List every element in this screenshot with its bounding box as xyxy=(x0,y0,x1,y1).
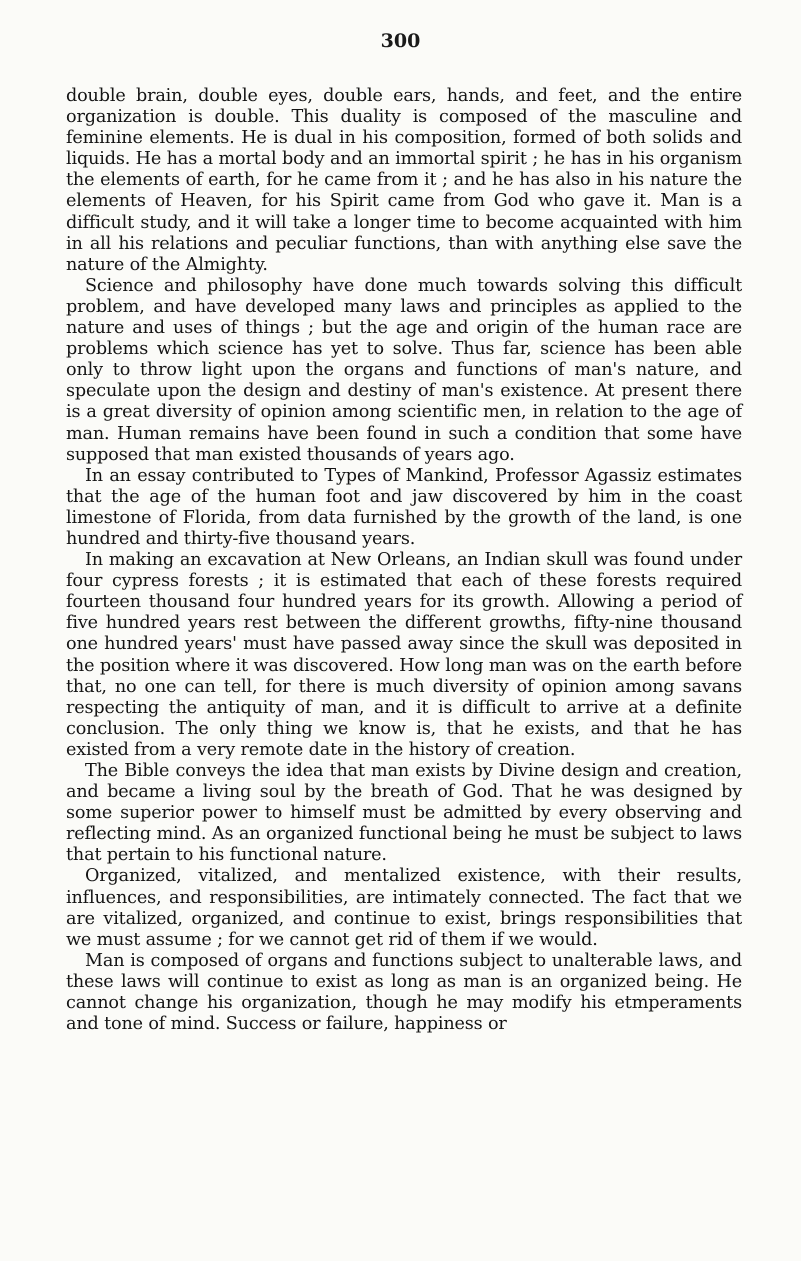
paragraph-1: double brain, double eyes, double ears, hands, and feet, and the entire organization is double. This duality is composed of the masculine and feminine elements. He is dual in his composition, formed of both solids and liquids. He has a mortal body and an immortal spirit ; he has in his organism the elements of earth, for he came from it ; and he has also in his nature the elements of Heaven, for his Spirit came from God who gave it. Man is a difficult study, and it will take a longer time to become acquainted with him in all his relations and peculiar functions, than with anything else save the nature of the Almighty. xyxy=(66,86,742,275)
paragraph-2: Science and philosophy have done much towards solving this difficult problem, and have developed many laws and principles as applied to the nature and uses of things ; but the age and origin of the human race are problems which science has yet to solve. Thus far, science has been able only to throw light upon the organs and functions of man's nature, and speculate upon the design and destiny of man's existence. At present there is a great diversity of opinion among scientific men, in relation to the age of man. Human remains have been found in such a condition that some have supposed that man existed thousands of years ago. xyxy=(66,275,742,465)
paragraph-4: In making an excavation at New Orleans, an Indian skull was found under four cypress forests ; it is estimated that each of these forests required fourteen thousand four hundred years for its growth. Allowing a period of five hundred years rest between the different growths, fifty-nine thousand one hundred years' must have passed away since the skull was deposited in the position where it was discovered. How long man was on the earth before that, no one can tell, for there is much diversity of opinion among savans respecting the antiquity of man, and it is difficult to arrive at a definite conclusion. The only thing we know is, that he exists, and that he has existed from a very remote date in the history of creation. xyxy=(66,550,742,760)
page-number: 300 xyxy=(380,30,421,52)
paragraph-3: In an essay contributed to Types of Mankind, Professor Agassiz estimates that the age of the human foot and jaw discovered by him in the coast limestone of Florida, from data furnished by the growth of the land, is one hundred and thirty-five thousand years. xyxy=(66,465,742,549)
paragraph-5: The Bible conveys the idea that man exists by Divine design and creation, and became a living soul by the breath of God. That he was designed by some superior power to himself must be admitted by every observing and reflecting mind. As an organized functional being he must be subject to laws that pertain to his functional nature. xyxy=(66,761,742,866)
paragraph-7: Man is composed of organs and functions subject to unalterable laws, and these laws will continue to exist as long as man is an organized being. He cannot change his organization, though he may modify his etmperaments and tone of mind. Success or failure, happiness or xyxy=(66,950,742,1035)
body-text xyxy=(66,86,742,1035)
paragraph-6: Organized, vitalized, and mentalized existence, with their results, influences, and responsibilities, are intimately connected. The fact that we are vitalized, organized, and continue to exist, brings responsibilities that we must assume ; for we cannot get rid of them if we would. xyxy=(66,866,742,950)
